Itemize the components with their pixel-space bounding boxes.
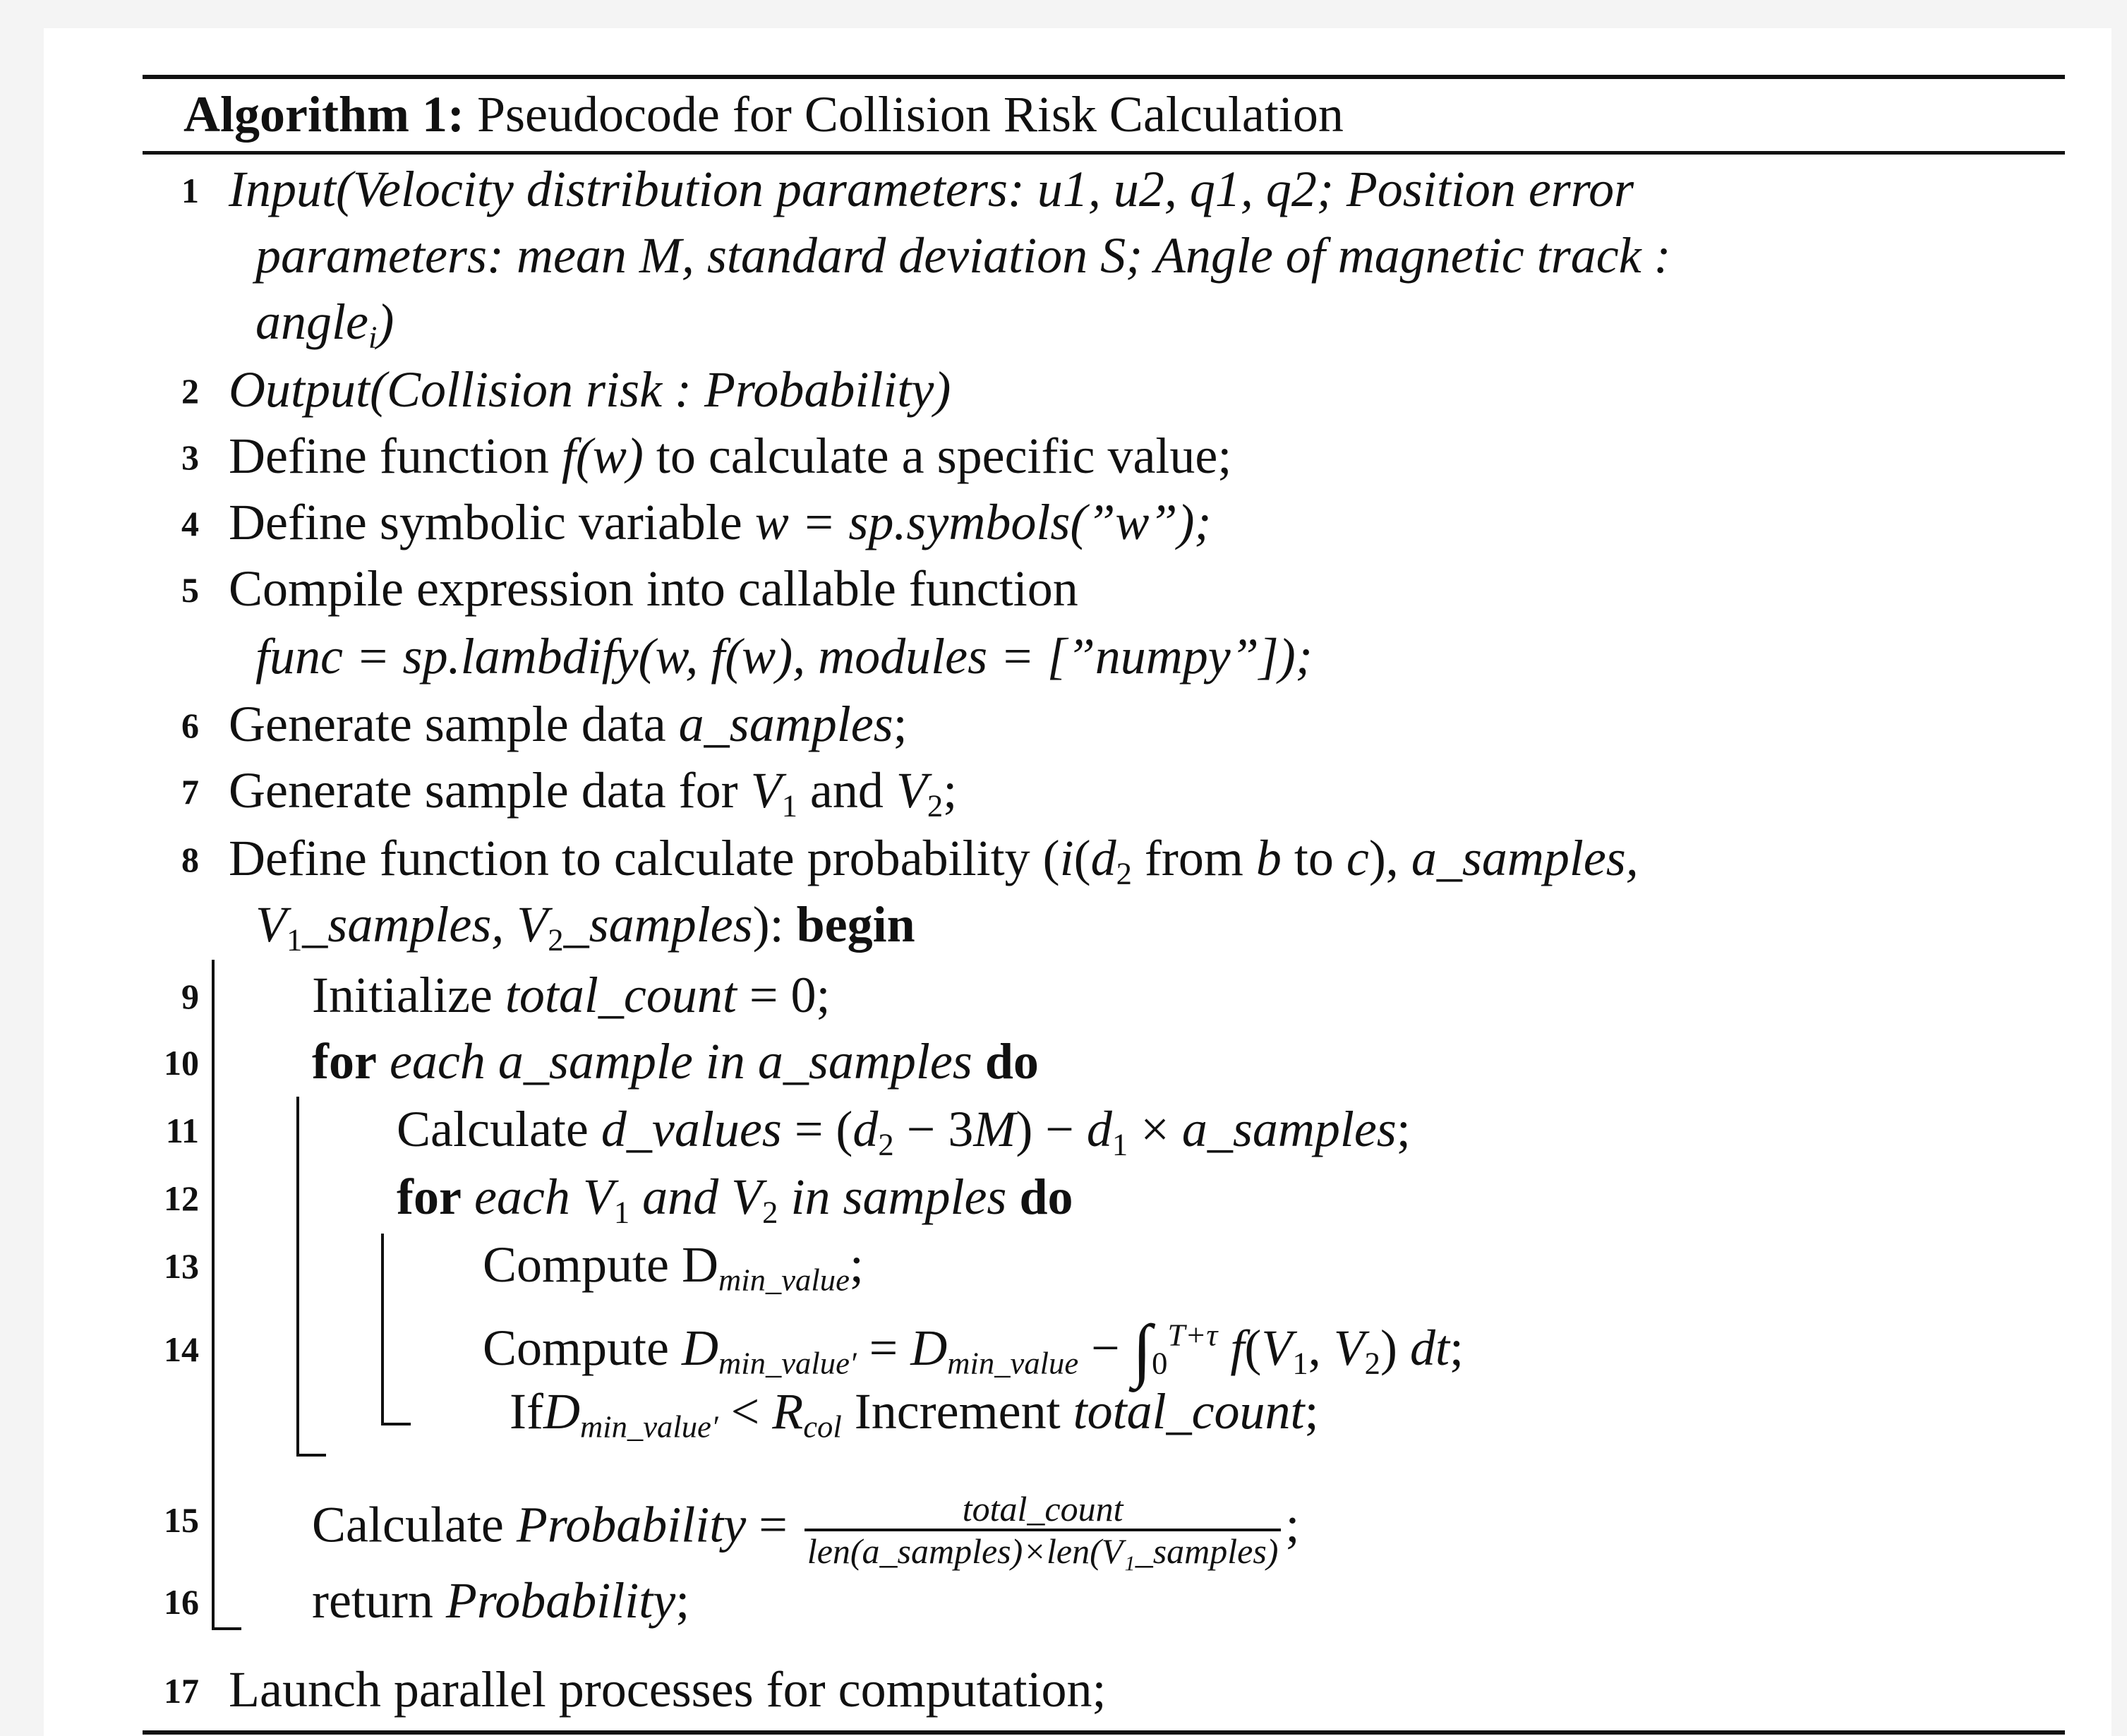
block-bar-outer [212,960,215,1630]
block-end-inner [381,1423,411,1425]
line-text: func = sp.lambdify(w, f(w), modules = [”numpy”]); [255,628,1313,685]
line-number: 13 [164,1246,199,1286]
line-number: 8 [181,840,199,879]
line-number: 1 [181,171,199,210]
block-end-for [296,1454,326,1457]
line-text: Define function to calculate probability ($i(d_2$ from b to c), a_samples, [229,830,1639,891]
line-text: Generate sample data for $V_1$ and $V_2$; [229,762,958,824]
line-number: 11 [165,1111,199,1150]
line-number: 14 [164,1330,199,1369]
line-text: Output(Collision risk : Probability) [229,361,951,418]
line-text: angle$_i$) [255,294,394,355]
line-text: Calculate Probability = $\frac{\text{total\_count}}{\text{len(a\_samples)×len(V₁\_samples)}}$ ; [312,1489,1300,1571]
line-number: 2 [181,371,199,411]
block-bar-inner [381,1234,384,1425]
line-text: Compute $D_{min\_value}$; [483,1236,864,1298]
line-number: 9 [181,977,199,1016]
line-number: 17 [164,1671,199,1711]
algorithm-sheet [44,28,2111,1736]
block-end-outer [212,1627,241,1630]
line-number: 4 [181,504,199,543]
algorithm-caption: Pseudocode for Collision Risk Calculation [476,86,1344,143]
line-text: Define symbolic variable w = sp.symbols(”w”); [229,494,1212,550]
line-text: Input(Velocity distribution parameters: u1, u2, q1, q2; Position error [229,161,1634,217]
line-number: 5 [181,570,199,610]
line-number: 16 [164,1582,199,1622]
line-text: Generate sample data a_samples; [229,696,908,752]
line-number: 12 [164,1179,199,1218]
line-text: Compile expression into callable function [229,560,1078,617]
line-text: Define function f(w) to calculate a specific value; [229,428,1232,484]
probability-fraction: $\frac{\text{total\_count}}{\text{len(a\_samples)×len(V₁\_samples)}}$ [805,1489,1282,1571]
algorithm-title [183,86,1344,143]
line-number: 10 [164,1043,199,1083]
line-number: 6 [181,706,199,745]
algorithm-label: Algorithm 1: [183,86,464,143]
line-text: parameters: mean M, standard deviation S; Angle of magnetic track : [255,227,1671,284]
block-bar-for [296,1097,299,1457]
line-text: for each $V_1$ and $V_2$ in samples do [397,1169,1073,1230]
top-rule [143,75,2065,79]
line-text: $V_1\_samples$, $V_2\_samples$): begin [255,896,915,958]
line-number: 15 [164,1500,199,1540]
bottom-rule [143,1730,2065,1735]
line-text: Launch parallel processes for computation; [229,1661,1107,1718]
line-text: return Probability; [312,1572,690,1629]
line-text: for each a_sample in a_samples do [312,1033,1039,1090]
line-number: 3 [181,438,199,477]
line-text: Initialize total_count = 0; [312,967,831,1023]
line-text: $IfD_{min\_value'} < R_{col}$ Increment total_count; [510,1383,1319,1445]
line-number: 7 [181,772,199,812]
line-text: Compute $D_{min\_value'} = D_{min\_value} - \int_0^{T+\tau}$ $f(V_1$, $V_2$) dt; [483,1310,1464,1389]
title-rule [143,151,2065,155]
line-text: Calculate d_values = $(d_2 - 3M) - d_1$ × a_samples; [397,1101,1411,1162]
